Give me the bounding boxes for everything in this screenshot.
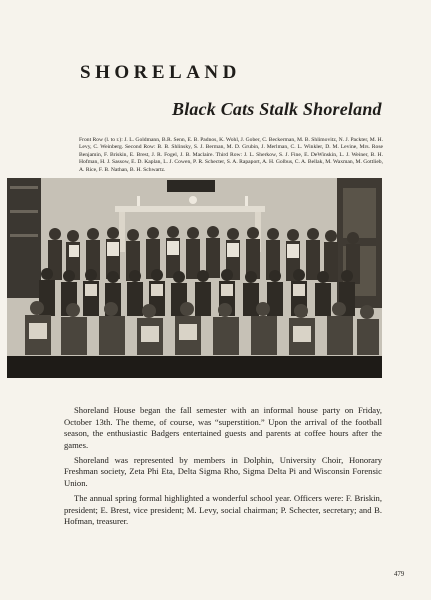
page-subtitle: Black Cats Stalk Shoreland bbox=[172, 99, 382, 119]
article-paragraph: Shoreland House began the fall semester with an informal house party on Friday, October 13th. The theme, of course, was “superstition.” Upon the arrival of the football season, the enthusiastic Badgers entertained guests and parents at coffee hours after the games. bbox=[64, 405, 382, 451]
article-paragraph: The annual spring formal highlighted a wonderful school year. Officers were: F. Briskin, president; E. Brest, vice president; M. Levy, social chairman; P. Schecter, secretary; and B. Hofman, treasurer. bbox=[64, 492, 382, 527]
group-photo bbox=[7, 178, 382, 378]
page-title: SHORELAND bbox=[80, 62, 241, 83]
photo-caption: Front Row (l. to r.): J. L. Goldmann, B.R. Senn, E. B. Padnos, K. Wohl, J. Gober, C. Beckerman, M. B. Shlimovitz, N. J. Packter, M. H. Levy, C. Weinberg. Second Row: B. B. Shlinsky, S. J. Berman, M. D. Grubin, J. Merlman, C. L. Winkler, D. M. Levine, Mrs. Rose Benjamin, F. Briskin, E. Brest, J. R. Fogel, J. B. Maclaire. Third Row: J. L. Sherkow, S. J. Fine, E. DeWinskin, L. J. Weiner, B. H. Hofman, H. J. Sassow, E. D. Kaplan, L. J. Cowen, P. R. Schecter, S. A. Rapaport, A. H. Golbus, C. A. Bellak, M. Waxman, M. Gottlieb, A. Rice, F. B. Nathan, B. H. Schwartz. bbox=[79, 137, 384, 173]
article-paragraph: Shoreland was represented by members in Dolphin, University Choir, Honorary Freshman society, Zeta Phi Eta, Delta Sigma Rho, Sigma Delta Pi and Wisconsin Forensic Union. bbox=[64, 454, 382, 489]
page-number: 479 bbox=[394, 571, 405, 578]
article-body bbox=[64, 405, 382, 531]
